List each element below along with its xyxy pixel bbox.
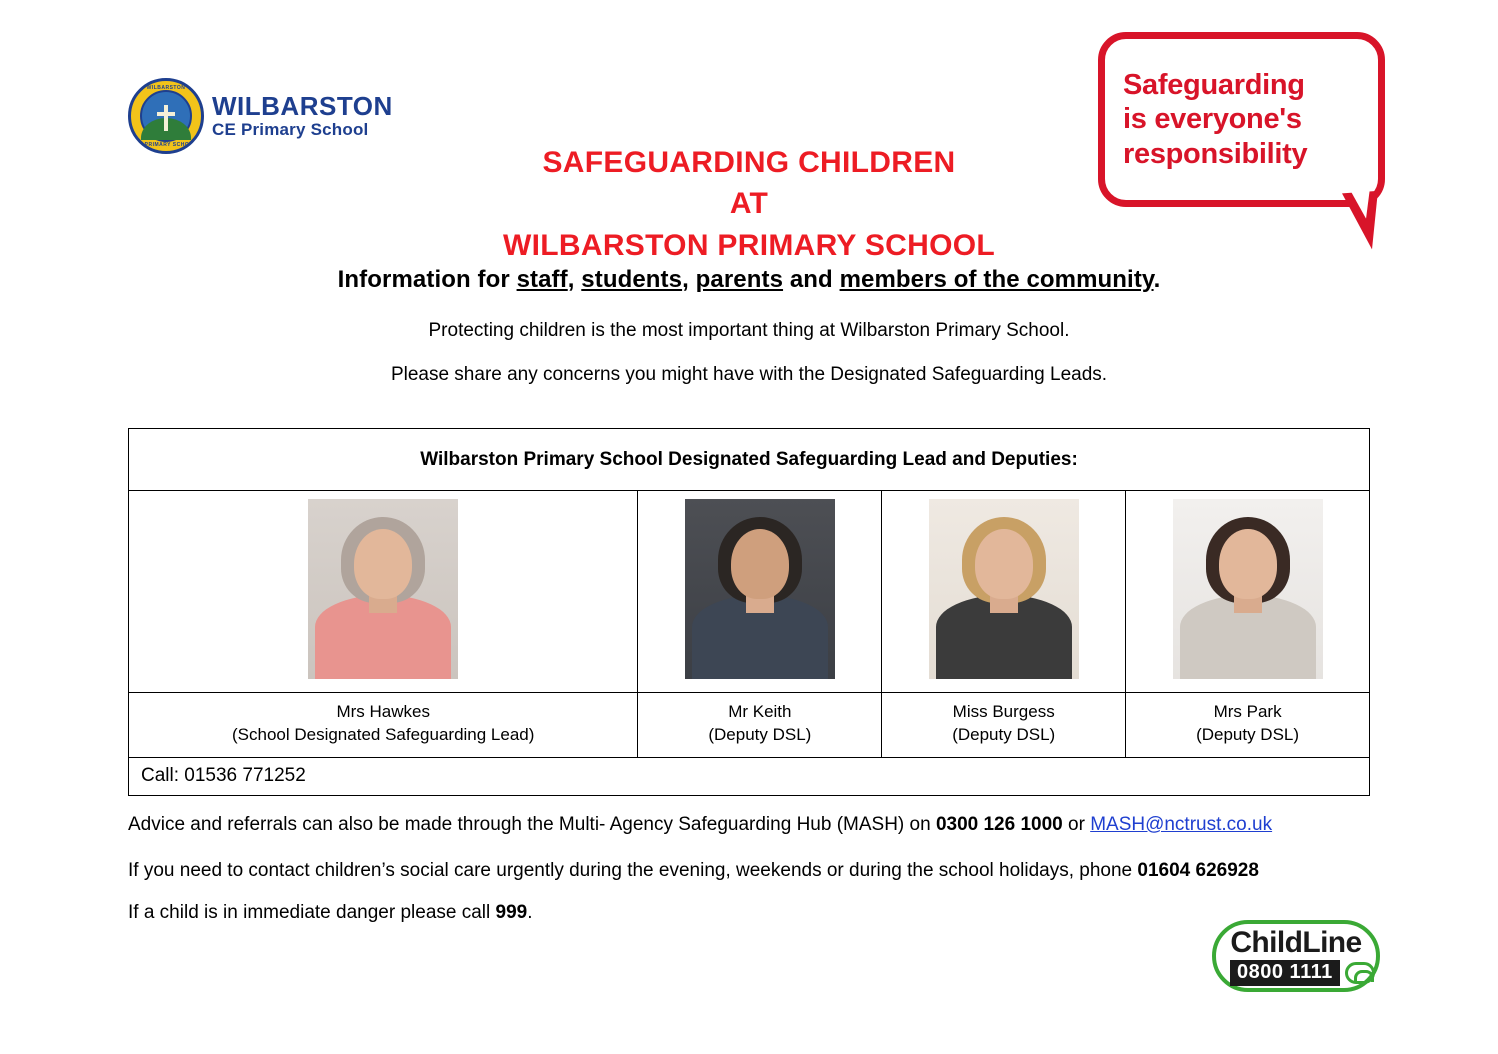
intro-suffix: .	[1153, 266, 1161, 293]
childline-number-group	[1230, 960, 1375, 986]
note-mash	[128, 814, 1370, 836]
page-title-line3: WILBARSTON PRIMARY SCHOOL	[503, 228, 995, 262]
dsl-table-heading: Wilbarston Primary School Designated Safeguarding Lead and Deputies:	[129, 429, 1370, 491]
table-name-row	[129, 693, 1370, 758]
dsl-table	[128, 428, 1370, 796]
school-name	[212, 93, 393, 138]
danger-phone: 999	[495, 901, 528, 923]
intro-sep-3: and	[783, 266, 840, 293]
table-heading-row	[129, 429, 1370, 491]
note-danger-prefix: If a child is in immediate danger please call	[128, 901, 496, 923]
name-cell-mr-keith	[638, 693, 882, 758]
bubble-line1: Safeguarding	[1123, 69, 1305, 102]
person-role-3: (Deputy DSL)	[952, 724, 1056, 744]
intro-paragraph-2: Please share any concerns you might have with the Designated Safeguarding Leads.	[390, 364, 1108, 385]
school-name-line2: CE Primary School	[212, 119, 369, 139]
person-role-4: (Deputy DSL)	[1196, 724, 1300, 744]
portrait-mrs-hawkes	[308, 499, 458, 679]
person-name-1: Mrs Hawkes	[336, 702, 430, 721]
intro-prefix: Information for	[337, 266, 517, 293]
portrait-mr-keith	[685, 499, 835, 679]
note-danger-suffix: .	[527, 901, 533, 923]
intro-audience-students: students	[581, 266, 683, 293]
person-role-2: (Deputy DSL)	[708, 724, 812, 744]
bubble-line2: is everyone's	[1123, 103, 1302, 136]
photo-cell-mrs-hawkes	[129, 491, 638, 693]
school-name-line1: WILBARSTON	[212, 91, 393, 122]
phone-icon	[1345, 962, 1375, 984]
childline-number: 0800 1111	[1230, 960, 1340, 986]
name-cell-mrs-park	[1126, 693, 1370, 758]
bubble-line3: responsibility	[1123, 137, 1308, 170]
table-call-row	[129, 757, 1370, 795]
person-name-4: Mrs Park	[1213, 702, 1282, 721]
note-mash-middle: or	[1062, 813, 1091, 835]
page-title-line2: AT	[729, 187, 769, 221]
intro-paragraph-1: Protecting children is the most important thing at Wilbarston Primary School.	[428, 320, 1070, 341]
safeguarding-speech-bubble	[1098, 32, 1398, 247]
crest-text-bottom: CE PRIMARY SCHOOL	[134, 142, 198, 148]
document-header	[0, 0, 1498, 262]
urgent-phone: 01604 626928	[1137, 859, 1259, 881]
person-name-2: Mr Keith	[728, 702, 792, 721]
childline-name: ChildLine	[1230, 926, 1362, 959]
person-role-1: (School Designated Safeguarding Lead)	[231, 724, 535, 744]
portrait-mrs-park	[1173, 499, 1323, 679]
photo-cell-miss-burgess	[882, 491, 1126, 693]
photo-cell-mrs-park	[1126, 491, 1370, 693]
person-name-3: Miss Burgess	[952, 702, 1055, 721]
photo-cell-mr-keith	[638, 491, 882, 693]
portrait-miss-burgess	[929, 499, 1079, 679]
note-urgent-prefix: If you need to contact children’s social care urgently during the evening, weekends or during the school holidays, phone	[128, 859, 1138, 881]
name-cell-mrs-hawkes	[129, 693, 638, 758]
intro-audience-staff: staff	[516, 266, 568, 293]
page-title-line1: SAFEGUARDING CHILDREN	[542, 146, 956, 180]
table-photo-row	[129, 491, 1370, 693]
intro-audience-parents: parents	[695, 266, 784, 293]
intro-audience-community: members of the community	[839, 266, 1154, 293]
intro-sep-1: ,	[567, 266, 582, 293]
mash-email-link[interactable]: MASH@nctrust.co.uk	[1090, 813, 1273, 835]
speech-bubble-tail-inner-icon	[1350, 188, 1372, 219]
mash-phone: 0300 126 1000	[935, 813, 1063, 835]
footer-notes	[128, 814, 1370, 924]
intro-heading	[0, 266, 1498, 294]
name-cell-miss-burgess	[882, 693, 1126, 758]
note-urgent	[128, 860, 1370, 882]
intro-sep-2: ,	[682, 266, 696, 293]
crest-text-top: WILBARSTON	[146, 85, 186, 91]
note-danger	[128, 902, 1370, 924]
school-phone-label: Call: 01536 771252	[129, 757, 1370, 795]
childline-logo	[1212, 920, 1380, 992]
note-mash-prefix: Advice and referrals can also be made through the Multi- Agency Safeguarding Hub (MASH) on	[128, 813, 936, 835]
